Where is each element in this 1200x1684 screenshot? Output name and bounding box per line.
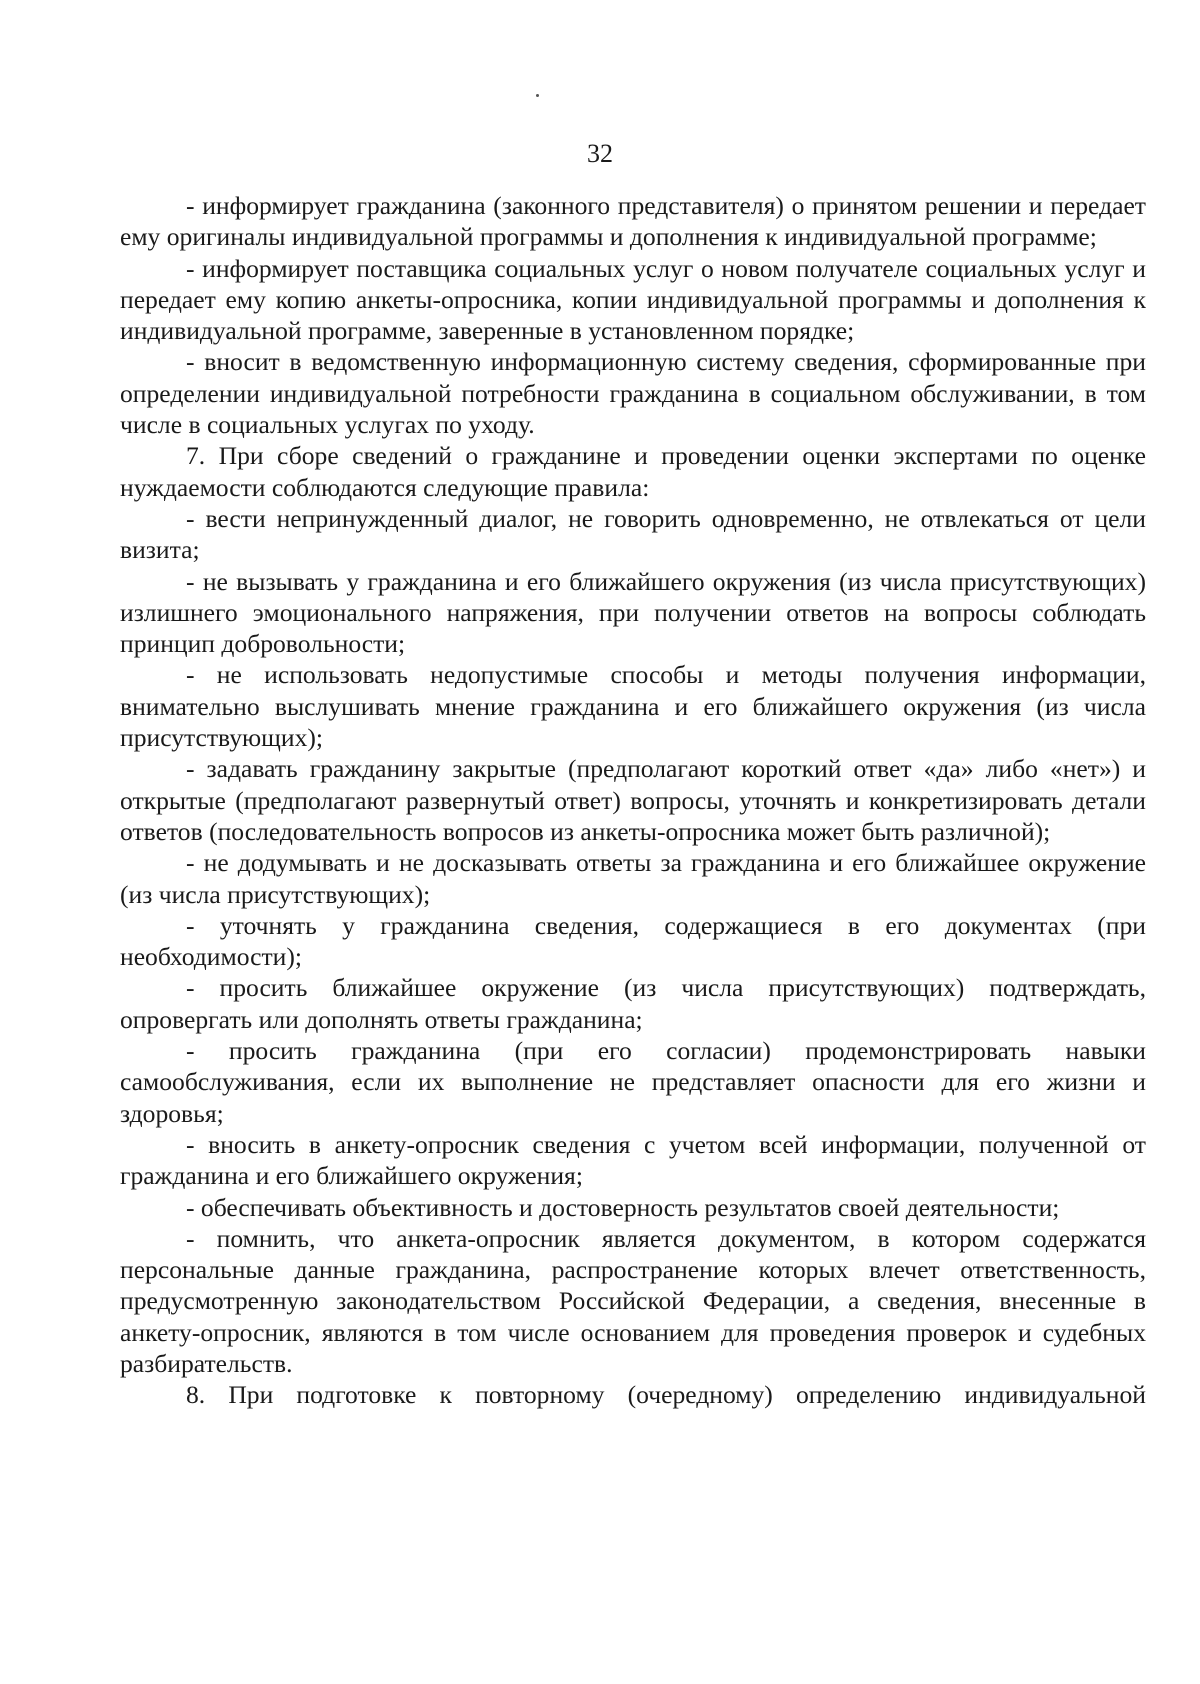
paragraph-rule-personal-data: - помнить, что анкета-опросник является документом, в котором содержатся персональные данные гражданина, распространение которых влечет ответственность, предусмотренную законодательством Российской Федерации, а сведения, внесенные в анкету-опросник, являются в том числе основанием для проведения проверок и судебных разбирательств.: [120, 1223, 1146, 1378]
paragraph-rule-questions: - задавать гражданину закрытые (предполагают короткий ответ «да» либо «нет») и открытые (предполагают развернутый ответ) вопросы, уточнять и конкретизировать детали ответов (последовательность вопросов из анкеты-опросника может быть различной);: [120, 754, 1146, 846]
paragraph-inform-citizen: - информирует гражданина (законного представителя) о принятом решении и передает ему оригиналы индивидуальной программы и дополнения к индивидуальной программе;: [120, 191, 1146, 252]
paragraph-section-8: 8. При подготовке к повторному (очередному) определению индивидуальной: [186, 1380, 1146, 1410]
paragraph-rule-no-guessing: - не додумывать и не досказывать ответы за гражданина и его ближайшее окружение (из числа присутствующих);: [120, 848, 1146, 909]
paragraph-rule-demonstrate: - просить гражданина (при его согласии) продемонстрировать навыки самообслуживания, если их выполнение не представляет опасности для его жизни и здоровья;: [120, 1036, 1146, 1128]
paragraph-rule-record: - вносить в анкету-опросник сведения с учетом всей информации, полученной от гражданина и его ближайшего окружения;: [120, 1129, 1146, 1191]
page-number: 32: [587, 139, 613, 168]
paragraph-rule-confirm: - просить ближайшее окружение (из числа присутствующих) подтверждать, опровергать или дополнять ответы гражданина;: [120, 973, 1146, 1034]
paragraph-rule-no-stress: - не вызывать у гражданина и его ближайшего окружения (из числа присутствующих) излишнего эмоционального напряжения, при получении ответов на вопросы соблюдать принцип добровольности;: [120, 566, 1146, 659]
paragraph-inform-provider: - информирует поставщика социальных услуг о новом получателе социальных услуг и передает ему копию анкеты-опросника, копии индивидуальной программы и дополнения к индивидуальной программе, заверенные в установленном порядке;: [120, 253, 1146, 346]
paragraph-rule-dialog: - вести непринужденный диалог, не говорить одновременно, не отвлекаться от цели визита;: [120, 503, 1146, 565]
paragraph-section-7: 7. При сборе сведений о гражданине и проведении оценки экспертами по оценке нуждаемости соблюдаются следующие правила:: [120, 441, 1146, 502]
document-body: [120, 190, 1146, 1411]
paragraph-rule-objectivity: - обеспечивать объективность и достоверность результатов своей деятельности;: [186, 1192, 1060, 1222]
paragraph-information-system: - вносит в ведомственную информационную систему сведения, сформированные при определении индивидуальной потребности гражданина в социальном обслуживании, в том числе в социальных услугах по уходу.: [120, 347, 1146, 440]
paragraph-rule-documents: - уточнять у гражданина сведения, содержащиеся в его документах (при необходимости);: [120, 910, 1146, 972]
paragraph-rule-methods: - не использовать недопустимые способы и методы получения информации, внимательно выслушивать мнение гражданина и его ближайшего окружения (из числа присутствующих);: [120, 660, 1146, 753]
scan-speck: [536, 94, 539, 97]
